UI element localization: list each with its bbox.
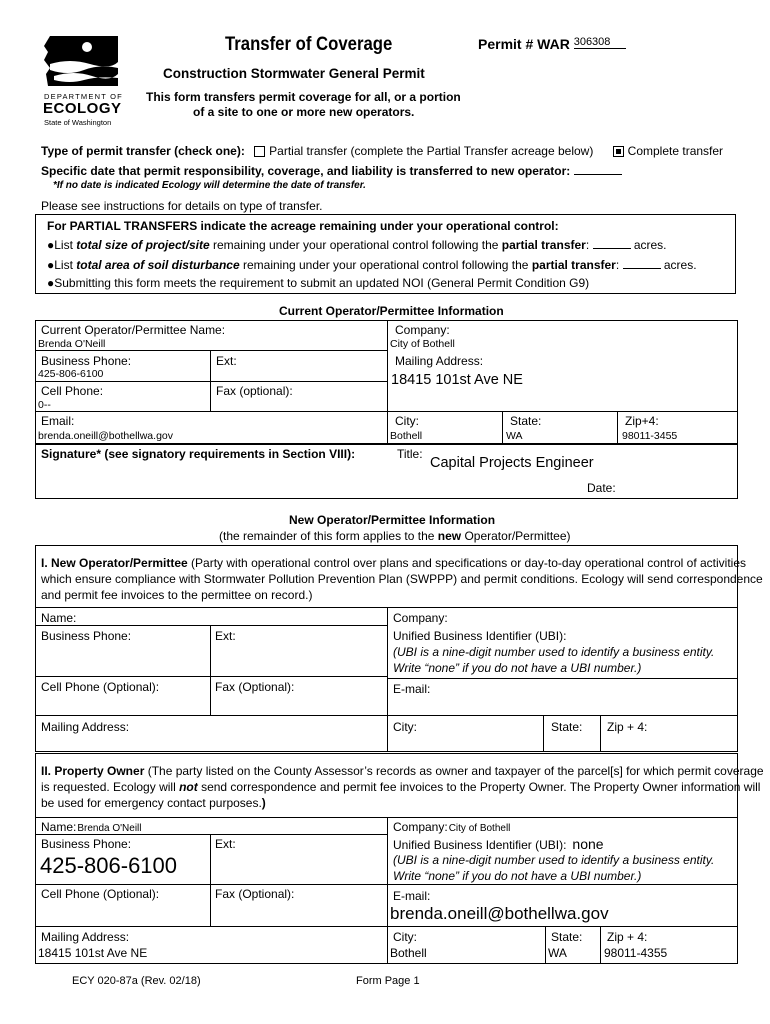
- current-cell-value[interactable]: 0--: [38, 399, 51, 411]
- soil-acres-input[interactable]: [623, 258, 661, 269]
- owner-phone-value[interactable]: 425-806-6100: [40, 853, 178, 878]
- owner-city-value[interactable]: Bothell: [390, 946, 427, 960]
- b3: Submitting this form meets the requirement to submit an updated NOI (General Permit Condition G9): [54, 276, 590, 290]
- current-signature-field[interactable]: [41, 463, 381, 495]
- washington-state-logo-icon: [40, 34, 124, 92]
- owner-name-row: [41, 820, 142, 836]
- owner-intro: [41, 763, 764, 811]
- partial-transfer-checkbox[interactable]: [254, 146, 265, 157]
- current-email-value[interactable]: brenda.oneill@bothellwa.gov: [38, 430, 173, 442]
- partial-bullet-site: ●List total size of project/site remaining under your operational control following the partial transfer: acres.: [47, 238, 667, 252]
- new-ubi-note-2: Write “none” if you do not have a UBI number.): [393, 661, 642, 675]
- b1-a: List: [54, 238, 77, 252]
- logo-name: ECOLOGY: [43, 100, 122, 117]
- current-city-label: City:: [395, 414, 419, 428]
- owner-mailing-value[interactable]: 18415 101st Ave NE: [38, 946, 148, 960]
- b2-e: :: [615, 258, 623, 272]
- sub-a: (the remainder of this form applies to the: [219, 529, 438, 543]
- owner-intro-1: (The party listed on the County Assessor’s records as owner and taxpayer of the parcel[s] for which permit coverage: [144, 764, 764, 778]
- new-intro: [41, 555, 763, 603]
- owner-intro-bold: II. Property Owner: [41, 764, 145, 778]
- current-name-label: Current Operator/Permittee Name:: [41, 323, 226, 337]
- current-cell-label: Cell Phone:: [41, 384, 104, 398]
- new-phone-label: Business Phone:: [41, 629, 132, 643]
- transfer-date-input[interactable]: [574, 163, 622, 175]
- b1-e: :: [585, 238, 593, 252]
- permit-number-field[interactable]: [478, 36, 626, 52]
- current-name-value[interactable]: Brenda O'Neill: [38, 338, 106, 350]
- logo-state: State of Washington: [44, 118, 112, 127]
- form-id: ECY 020-87a (Rev. 02/18): [72, 975, 201, 987]
- current-company-value[interactable]: City of Bothell: [390, 338, 455, 350]
- current-city-value[interactable]: Bothell: [390, 430, 423, 442]
- current-state-label: State:: [510, 414, 542, 428]
- new-mailing-label: Mailing Address:: [41, 720, 130, 734]
- current-fax-label: Fax (optional):: [216, 384, 293, 398]
- b1-b: total size of project/site: [76, 238, 210, 252]
- new-intro-bold: I. New Operator/Permittee: [41, 556, 188, 570]
- b2-d: partial transfer: [531, 258, 616, 272]
- new-company-label: Company:: [393, 611, 448, 625]
- transfer-date-label: Specific date that permit responsibility, coverage, and liability is transferred to new operator:: [41, 164, 571, 178]
- current-phone-label: Business Phone:: [41, 354, 132, 368]
- new-fax-label: Fax (Optional):: [215, 680, 295, 694]
- owner-ubi-note-1: (UBI is a nine-digit number used to identify a business entity.: [393, 853, 715, 867]
- owner-ubi-label: Unified Business Identifier (UBI):: [393, 838, 567, 852]
- partial-heading: For PARTIAL TRANSFERS indicate the acreage remaining under your operational control:: [47, 219, 559, 233]
- owner-name-value[interactable]: Brenda O'Neill: [77, 823, 142, 834]
- owner-intro-3b: ): [261, 796, 266, 810]
- owner-intro-2b: not: [179, 780, 198, 794]
- current-mailing-label: Mailing Address:: [395, 354, 484, 368]
- transfer-instructions: Please see instructions for details on type of transfer.: [41, 199, 323, 213]
- current-state-value[interactable]: WA: [506, 430, 523, 442]
- transfer-date-row: [41, 163, 622, 178]
- b1-c: remaining under your operational control following the: [209, 238, 502, 252]
- complete-transfer-label: Complete transfer: [627, 144, 724, 158]
- new-ext-label: Ext:: [215, 629, 236, 643]
- complete-transfer-checkbox[interactable]: [613, 146, 624, 157]
- current-email-label: Email:: [41, 414, 75, 428]
- owner-intro-3a: be used for emergency contact purposes.: [41, 796, 262, 810]
- owner-email-value[interactable]: brenda.oneill@bothellwa.gov: [390, 904, 609, 923]
- owner-intro-2c: send correspondence and permit fee invoices to the Property Owner. The Property Owner information will: [197, 780, 761, 794]
- page-number: Form Page 1: [356, 975, 420, 987]
- owner-ext-label: Ext:: [215, 837, 236, 851]
- owner-ubi-value[interactable]: none: [572, 836, 604, 852]
- owner-city-label: City:: [393, 930, 417, 944]
- new-intro-1: (Party with operational control over plans and specifications or day-to-day operational control of activities: [187, 556, 747, 570]
- sub-c: Operator/Permittee): [461, 529, 571, 543]
- current-ext-label: Ext:: [216, 354, 237, 368]
- b1-f: acres.: [630, 238, 667, 252]
- owner-ubi-note-2: Write “none” if you do not have a UBI number.): [393, 869, 642, 883]
- new-cell-label: Cell Phone (Optional):: [41, 680, 160, 694]
- owner-company-row: [393, 820, 510, 836]
- owner-intro-2a: is requested. Ecology will: [41, 780, 180, 794]
- new-section-sub: [219, 529, 571, 543]
- b1-d: partial transfer: [501, 238, 586, 252]
- current-title-label: Title:: [397, 447, 423, 461]
- site-acres-input[interactable]: [593, 238, 631, 249]
- current-phone-value[interactable]: 425-806-6100: [38, 368, 104, 380]
- form-description-1: This form transfers permit coverage for all, or a portion: [146, 90, 461, 104]
- sub-b: new: [437, 529, 462, 543]
- owner-phone-label: Business Phone:: [41, 837, 132, 851]
- form-subtitle: Construction Stormwater General Permit: [163, 66, 425, 81]
- new-email-label: E-mail:: [393, 682, 431, 696]
- form-description-2: of a site to one or more new operators.: [193, 105, 415, 119]
- b2-b: total area of soil disturbance: [76, 258, 240, 272]
- new-zip-label: Zip + 4:: [607, 720, 648, 734]
- new-intro-3: and permit fee invoices to the permittee on record.): [41, 588, 313, 602]
- owner-company-value[interactable]: City of Bothell: [448, 823, 511, 834]
- transfer-type-label: Type of permit transfer (check one):: [41, 144, 245, 158]
- owner-mailing-label: Mailing Address:: [41, 930, 130, 944]
- new-intro-2: which ensure compliance with Stormwater Pollution Prevention Plan (SWPPP) and permit conditions. Ecology will send correspondence: [41, 572, 763, 586]
- current-title-value[interactable]: Capital Projects Engineer: [430, 455, 594, 471]
- current-section-title: Current Operator/Permittee Information: [279, 304, 504, 318]
- new-city-label: City:: [393, 720, 417, 734]
- owner-state-label: State:: [551, 930, 583, 944]
- new-ubi-note-1: (UBI is a nine-digit number used to identify a business entity.: [393, 645, 715, 659]
- b2-c: remaining under your operational control following the: [239, 258, 532, 272]
- owner-ubi-row: [393, 837, 604, 852]
- current-company-label: Company:: [395, 323, 450, 337]
- logo-dept: DEPARTMENT OF: [44, 92, 123, 101]
- current-zip-label: Zip+4:: [625, 414, 659, 428]
- owner-zip-value[interactable]: 98011-4355: [604, 946, 668, 960]
- partial-bullet-soil: ●List total area of soil disturbance remaining under your operational control following the partial transfer: acres.: [47, 258, 697, 272]
- b2-a: List: [54, 258, 77, 272]
- current-date-label: Date:: [587, 481, 616, 495]
- owner-zip-label: Zip + 4:: [607, 930, 648, 944]
- new-section-title: New Operator/Permittee Information: [289, 513, 496, 527]
- owner-fax-label: Fax (Optional):: [215, 887, 295, 901]
- partial-transfer-label: Partial transfer (complete the Partial Transfer acreage below): [269, 144, 594, 158]
- permit-label: Permit # WAR: [478, 36, 570, 52]
- ecology-logo: [40, 34, 124, 128]
- owner-cell-label: Cell Phone (Optional):: [41, 887, 160, 901]
- current-zip-value[interactable]: 98011-3455: [622, 430, 678, 442]
- transfer-date-note: *If no date is indicated Ecology will determine the date of transfer.: [53, 180, 366, 191]
- partial-bullet-noi: ●Submitting this form meets the requirement to submit an updated NOI (General Permit Condition G9): [47, 276, 590, 290]
- permit-number: 306308: [574, 36, 626, 49]
- new-name-label: Name:: [41, 611, 77, 625]
- owner-name-label: Name:: [41, 820, 77, 834]
- b2-f: acres.: [660, 258, 697, 272]
- owner-email-label: E-mail:: [393, 889, 431, 903]
- new-ubi-label: Unified Business Identifier (UBI):: [393, 629, 567, 643]
- current-mailing-value[interactable]: 18415 101st Ave NE: [391, 372, 523, 388]
- transfer-type-row: [41, 144, 723, 158]
- new-state-label: State:: [551, 720, 583, 734]
- current-signature-label: Signature* (see signatory requirements in Section VIII):: [41, 447, 356, 461]
- owner-company-label: Company:: [393, 820, 448, 834]
- form-title: Transfer of Coverage: [225, 34, 393, 55]
- owner-state-value[interactable]: WA: [548, 946, 567, 960]
